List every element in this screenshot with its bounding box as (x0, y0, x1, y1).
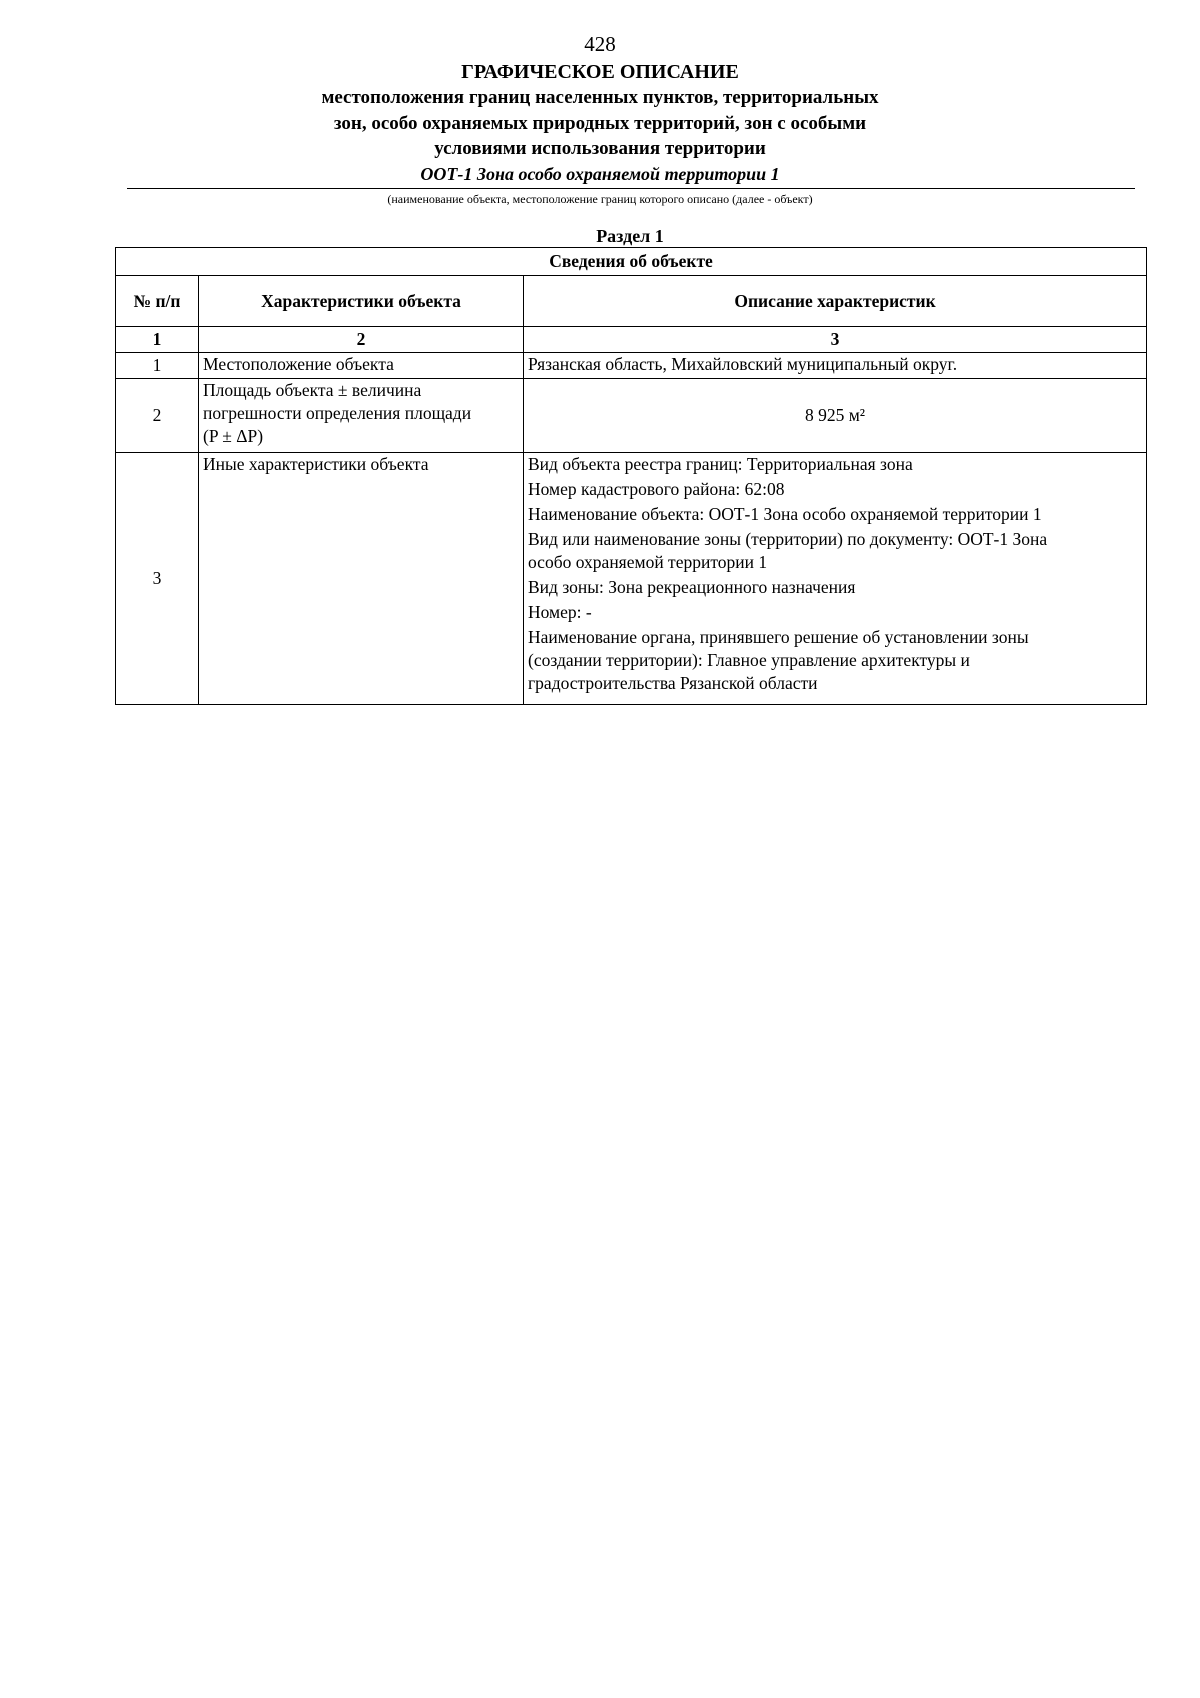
characteristic-cell (199, 353, 524, 379)
characteristic-line: (P ± ΔP) (203, 426, 264, 446)
column-header-characteristics: Характеристики объекта (199, 276, 524, 327)
characteristic-line: Площадь объекта ± величина (203, 380, 422, 400)
characteristic-line: Местоположение объекта (203, 354, 394, 374)
area-value: 8 925 м² (804, 405, 866, 425)
description-line: Наименование объекта: ООТ-1 Зона особо охраняемой территории 1 (528, 504, 1042, 524)
characteristic-cell (199, 379, 524, 453)
column-number-cell: 2 (199, 327, 524, 353)
object-name: ООТ-1 Зона особо охраняемой территории 1 (420, 163, 780, 184)
column-header-description: Описание характеристик (524, 276, 1147, 327)
description-line: Рязанская область, Михайловский муниципальный округ. (528, 354, 958, 374)
object-name-underline (127, 188, 1135, 189)
document-header (0, 60, 1200, 186)
object-info-table (115, 247, 1147, 705)
table-row (116, 353, 1147, 379)
description-cell (524, 353, 1147, 379)
object-name-caption: (наименование объекта, местоположение границ которого описано (далее - объект) (387, 192, 813, 206)
description-line: (создании территории): Главное управление архитектуры и (528, 650, 970, 670)
description-line: Номер кадастрового района: 62:08 (528, 479, 785, 499)
characteristic-line: Иные характеристики объекта (203, 454, 429, 474)
table-row (116, 453, 1147, 705)
row-number: 3 (116, 453, 199, 705)
column-number-cell: 3 (524, 327, 1147, 353)
characteristic-cell (199, 453, 524, 705)
description-line: особо охраняемой территории 1 (528, 552, 768, 572)
description-cell (524, 379, 1147, 453)
column-header-number: № п/п (116, 276, 199, 327)
table-row (116, 379, 1147, 453)
description-line: Вид объекта реестра границ: Территориальная зона (528, 454, 913, 474)
row-number: 1 (116, 353, 199, 379)
section-title: Раздел 1 (596, 226, 664, 246)
document-subtitle-line: местоположения границ населенных пунктов, территориальных (321, 87, 879, 108)
description-line: Наименование органа, принявшего решение об установлении зоны (528, 627, 1029, 647)
characteristic-line: погрешности определения площади (203, 403, 472, 423)
description-line: градостроительства Рязанской области (528, 673, 818, 693)
description-line: Номер: - (528, 602, 592, 622)
row-number: 2 (116, 379, 199, 453)
document-subtitle-line: зон, особо охраняемых природных территорий, зон с особыми (333, 112, 867, 134)
column-number-cell: 1 (116, 327, 199, 353)
document-subtitle-line: условиями использования территории (434, 138, 766, 159)
description-line: Вид зоны: Зона рекреационного назначения (528, 577, 856, 597)
description-line: Вид или наименование зоны (территории) по документу: ООТ-1 Зона (528, 529, 1048, 549)
description-cell (524, 453, 1147, 705)
page-number: 428 (584, 32, 616, 56)
table-title: Сведения об объекте (116, 248, 1147, 276)
document-title: ГРАФИЧЕСКОЕ ОПИСАНИЕ (461, 61, 739, 83)
